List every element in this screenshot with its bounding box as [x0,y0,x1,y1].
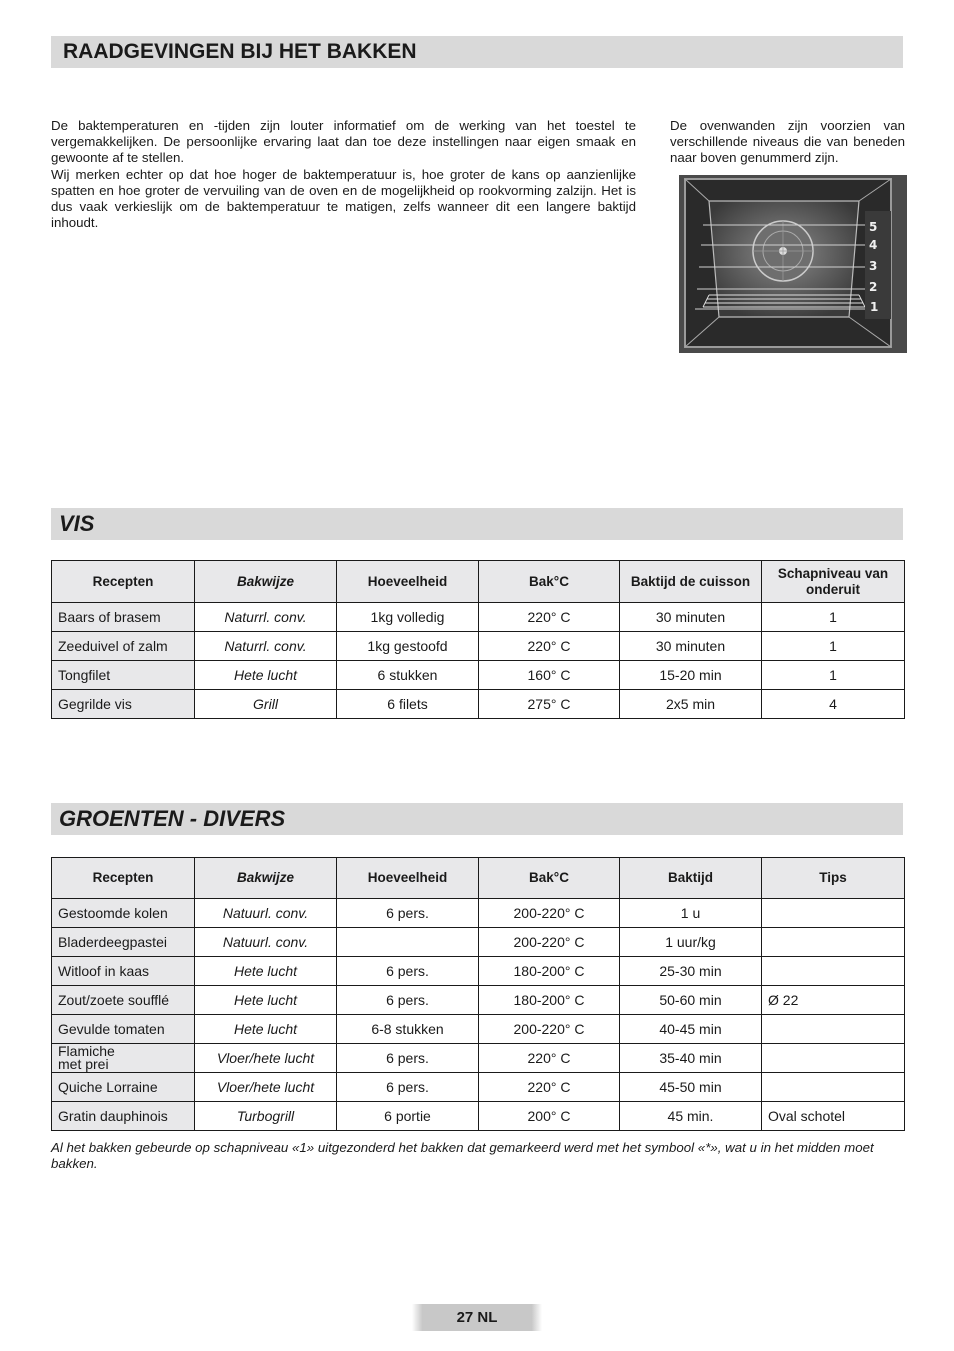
shelf-level-5: 5 [869,220,878,234]
recipe-cell: Gevulde tomaten [52,1015,195,1044]
quantity-cell: 6 pers. [337,957,479,986]
recipe-cell: Bladerdeegpastei [52,928,195,957]
col-header-baktijd: Baktijd de cuisson [620,561,762,603]
mode-cell: Natuurl. conv. [195,899,337,928]
col-header-hoeveelheid: Hoeveelheid [337,858,479,899]
mode-cell: Hete lucht [195,1015,337,1044]
temperature-cell: 220° C [479,632,620,661]
temperature-cell: 200-220° C [479,1015,620,1044]
table-row [52,632,905,661]
table-row [52,690,905,719]
table-row [52,1015,905,1044]
vis-table [51,560,905,719]
tips-cell [762,928,905,957]
recipe-cell [52,1044,195,1073]
mode-cell: Hete lucht [195,957,337,986]
quantity-cell: 6 pers. [337,1044,479,1073]
recipe-cell: Zeeduivel of zalm [52,632,195,661]
col-header-tips: Tips [762,858,905,899]
col-header-temperatuur: Bak°C [479,858,620,899]
side-note [670,118,905,167]
mode-cell: Turbogrill [195,1102,337,1131]
side-note-text: De ovenwanden zijn voorzien van verschillende niveaus die van beneden naar boven genummerd zijn. [670,118,905,166]
mode-cell: Vloer/hete lucht [195,1044,337,1073]
col-header-baktijd: Baktijd [620,858,762,899]
recipe-cell: Zout/zoete soufflé [52,986,195,1015]
recipe-cell: Baars of brasem [52,603,195,632]
shelf-level-1: 1 [870,300,879,314]
col-header-bakwijze: Bakwijze [195,561,337,603]
time-cell: 40-45 min [620,1015,762,1044]
page-number: 27 NL [412,1304,542,1331]
col-header-temperatuur: Bak°C [479,561,620,603]
time-cell: 45-50 min [620,1073,762,1102]
quantity-cell: 6 pers. [337,986,479,1015]
table-header-row [52,561,905,603]
temperature-cell: 220° C [479,603,620,632]
temperature-cell: 220° C [479,1044,620,1073]
shelf-cell: 1 [762,603,905,632]
tips-cell: Oval schotel [762,1102,905,1131]
time-cell: 1 uur/kg [620,928,762,957]
quantity-cell: 6-8 stukken [337,1015,479,1044]
section-title-groenten: GROENTEN - DIVERS [51,803,903,835]
table-row [52,899,905,928]
oven-interior-photo [679,175,907,353]
table-row [52,986,905,1015]
recipe-line-2: met prei [58,1056,109,1072]
recipe-cell: Quiche Lorraine [52,1073,195,1102]
col-header-recepten: Recepten [52,858,195,899]
quantity-cell: 6 pers. [337,899,479,928]
time-cell: 50-60 min [620,986,762,1015]
table-row [52,928,905,957]
table-row [52,1102,905,1131]
temperature-cell: 180-200° C [479,957,620,986]
table-header-row [52,858,905,899]
time-cell: 45 min. [620,1102,762,1131]
tips-cell [762,1044,905,1073]
recipe-cell: Gestoomde kolen [52,899,195,928]
tips-cell [762,1015,905,1044]
mode-cell: Grill [195,690,337,719]
col-header-recepten: Recepten [52,561,195,603]
quantity-cell: 6 filets [337,690,479,719]
section-title-vis: VIS [51,508,903,540]
mode-cell: Hete lucht [195,661,337,690]
footnote: Al het bakken gebeurde op schapniveau «1» uitgezonderd het bakken dat gemarkeerd werd met het symbool «*», wat u in het midden moet bakken. [51,1140,874,1171]
recipe-cell: Witloof in kaas [52,957,195,986]
shelf-level-2: 2 [869,280,878,294]
quantity-cell: 1kg volledig [337,603,479,632]
shelf-level-3: 3 [869,259,878,273]
col-header-schapniveau: Schapniveau van onderuit [762,561,905,603]
time-cell: 30 minuten [620,632,762,661]
temperature-cell: 160° C [479,661,620,690]
shelf-cell: 1 [762,632,905,661]
temperature-cell: 200° C [479,1102,620,1131]
mode-cell: Naturrl. conv. [195,632,337,661]
shelf-cell: 1 [762,661,905,690]
quantity-cell [337,928,479,957]
time-cell: 15-20 min [620,661,762,690]
table-row [52,1044,905,1073]
table-row [52,603,905,632]
shelf-level-4: 4 [869,238,878,252]
time-cell: 35-40 min [620,1044,762,1073]
intro-paragraph-2: Wij merken echter op dat hoe hoger de baktemperatuur is, hoe groter de kans op aanzienlijke spatten en hoe groter de vervuiling van de oven en de mogelijkheid op rookvorming zalzijn. Het is dus vaak verkieslijk om de baktemperatuur te matigen, zelfs wanneer dit een langere baktijd inhoudt. [51,166,636,231]
temperature-cell: 200-220° C [479,928,620,957]
shelf-cell: 4 [762,690,905,719]
time-cell: 25-30 min [620,957,762,986]
tips-cell [762,957,905,986]
quantity-cell: 1kg gestoofd [337,632,479,661]
table-row [52,1073,905,1102]
time-cell: 30 minuten [620,603,762,632]
table-row [52,957,905,986]
mode-cell: Natuurl. conv. [195,928,337,957]
quantity-cell: 6 portie [337,1102,479,1131]
intro-text [51,118,636,231]
tips-cell: Ø 22 [762,986,905,1015]
recipe-cell: Gratin dauphinois [52,1102,195,1131]
mode-cell: Hete lucht [195,986,337,1015]
temperature-cell: 200-220° C [479,899,620,928]
intro-paragraph-1: De baktemperaturen en -tijden zijn louter informatief om de werking van het toestel te vergemakkelijken. De persoonlijke ervaring laat dan toe deze instellingen naar eigen smaak en gewoonte af te stellen. [51,118,636,166]
recipe-cell: Gegrilde vis [52,690,195,719]
quantity-cell: 6 stukken [337,661,479,690]
temperature-cell: 180-200° C [479,986,620,1015]
recipe-cell: Tongfilet [52,661,195,690]
tips-cell [762,899,905,928]
mode-cell: Vloer/hete lucht [195,1073,337,1102]
table-row [52,661,905,690]
page-title: RAADGEVINGEN BIJ HET BAKKEN [51,36,903,68]
temperature-cell: 275° C [479,690,620,719]
tips-cell [762,1073,905,1102]
recipe-line-1: Flamiche [58,1043,115,1059]
col-header-hoeveelheid: Hoeveelheid [337,561,479,603]
temperature-cell: 220° C [479,1073,620,1102]
time-cell: 1 u [620,899,762,928]
quantity-cell: 6 pers. [337,1073,479,1102]
mode-cell: Naturrl. conv. [195,603,337,632]
time-cell: 2x5 min [620,690,762,719]
groenten-table [51,857,905,1131]
col-header-bakwijze: Bakwijze [195,858,337,899]
